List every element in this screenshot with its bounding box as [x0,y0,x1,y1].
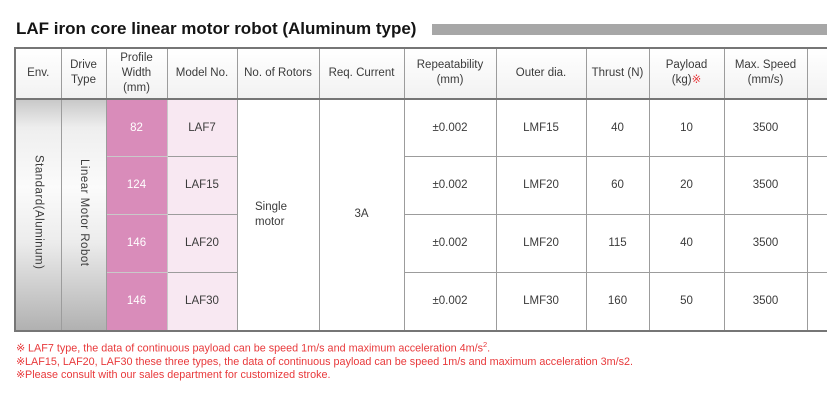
col-header-cutoff [807,48,827,99]
cell-max-speed: 3500 [724,215,807,273]
col-header-thrust: Thrust (N) [586,48,649,99]
cell-drive-type [61,99,106,331]
cell-outer-dia: LMF20 [496,215,586,273]
cell-model-no: LAF15 [167,157,237,215]
col-header-repeatability: Repeatability (mm) [404,48,496,99]
page-title: LAF iron core linear motor robot (Aluminum type) [16,19,417,38]
col-header-model-no: Model No. [167,48,237,99]
cell-model-no: LAF7 [167,99,237,157]
cell-max-speed: 3500 [724,273,807,331]
cell-env [15,99,61,331]
env-vertical-label: Standard(Aluminum) [32,155,45,270]
col-header-req-current: Req. Current [319,48,404,99]
cell-cutoff [807,273,827,331]
cell-thrust: 40 [586,99,649,157]
cell-payload: 20 [649,157,724,215]
header-row [15,48,827,99]
title-decoration-bar [432,24,827,35]
table-row [15,215,827,273]
footnote-1 [16,340,827,356]
cell-cutoff [807,99,827,157]
col-header-max-speed: Max. Speed (mm/s) [724,48,807,99]
cell-model-no: LAF20 [167,215,237,273]
cell-repeatability: ±0.002 [404,157,496,215]
cell-max-speed: 3500 [724,99,807,157]
cell-profile-width: 146 [106,273,167,331]
cell-profile-width: 146 [106,215,167,273]
payload-header-text: Payload (kg) [665,59,708,87]
col-header-profile-width: Profile Width (mm) [106,48,167,99]
cell-repeatability: ±0.002 [404,99,496,157]
col-header-env: Env. [15,48,61,99]
payload-note-asterisk: ※ [691,74,702,87]
table-row [15,99,827,157]
cell-thrust: 160 [586,273,649,331]
cell-max-speed: 3500 [724,157,807,215]
cell-thrust: 60 [586,157,649,215]
cell-model-no: LAF30 [167,273,237,331]
cell-cutoff [807,215,827,273]
cell-profile-width: 82 [106,99,167,157]
col-header-payload [649,48,724,99]
cell-profile-width: 124 [106,157,167,215]
spec-table [14,47,827,332]
cell-outer-dia: LMF30 [496,273,586,331]
cell-outer-dia: LMF20 [496,157,586,215]
footnote-3: ※Please consult with our sales department for customized stroke. [16,369,331,382]
cell-repeatability: ±0.002 [404,215,496,273]
cell-payload: 40 [649,215,724,273]
title-row [0,0,827,39]
rotors-value: Single motor [255,200,287,228]
spec-table-wrapper [14,47,827,332]
col-header-no-of-rotors: No. of Rotors [237,48,319,99]
footnote-1-superscript: 2 [482,339,488,349]
cell-thrust: 115 [586,215,649,273]
drive-vertical-label: Linear Motor Robot [77,158,90,267]
col-header-drive-type: Drive Type [61,48,106,99]
footnote-1-period: . [487,342,491,355]
cell-payload: 10 [649,99,724,157]
cell-no-of-rotors [237,99,319,331]
col-header-outer-dia: Outer dia. [496,48,586,99]
table-row [15,273,827,331]
table-row [15,157,827,215]
cell-outer-dia: LMF15 [496,99,586,157]
cell-repeatability: ±0.002 [404,273,496,331]
cell-payload: 50 [649,273,724,331]
cell-cutoff [807,157,827,215]
footnote-2: ※LAF15, LAF20, LAF30 these three types, the data of continuous payload can be speed 1m/s and maximum acceleration 3m/s2. [16,355,634,368]
cell-req-current: 3A [319,99,404,331]
footnotes [16,340,827,383]
footnote-1-text: ※ LAF7 type, the data of continuous payload can be speed 1m/s and maximum acceleration 4m/s [16,342,483,355]
